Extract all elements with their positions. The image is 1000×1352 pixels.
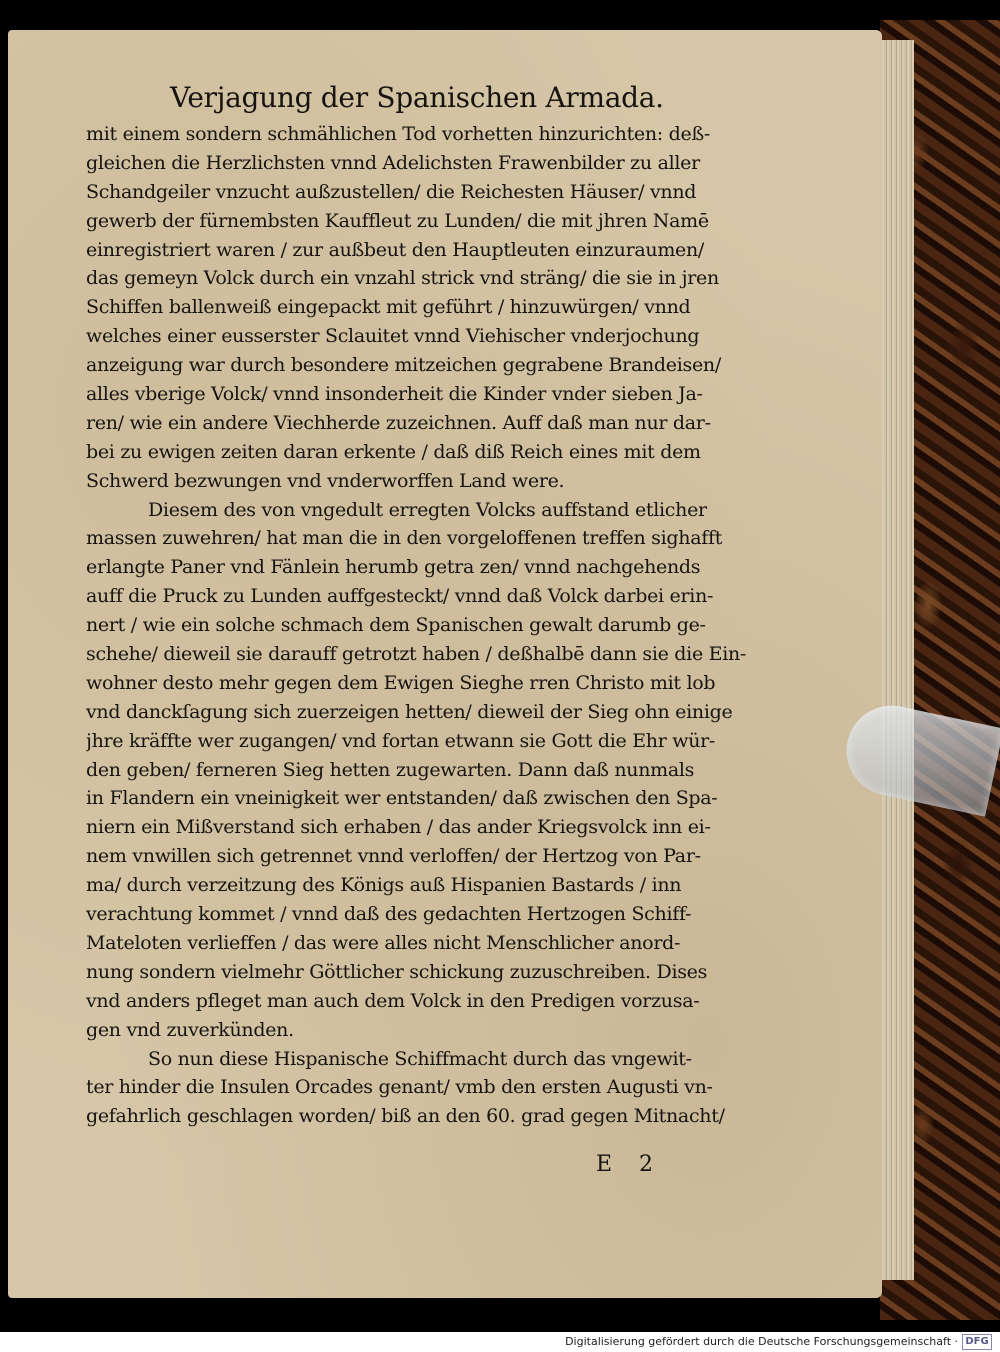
text-line: vnd anders pfleget man auch dem Volck in den Predigen vorzusa- (86, 989, 700, 1012)
text-line: in Flandern ein vneinigkeit wer entstanden/ daß zwischen den Spa- (86, 787, 718, 810)
text-line: verachtung kommet / vnnd daß des gedachten Hertzogen Schiff- (86, 903, 692, 926)
text-line: nert / wie ein solche schmach dem Spanischen gewalt darumb ge- (86, 614, 706, 637)
text-line: ma/ durch verzeitzung des Königs auß Hispanien Bastards / inn (86, 874, 682, 897)
text-line: erlangte Paner vnd Fänlein herumb getra zen/ vnnd nachgehends (86, 556, 701, 579)
text-line: gewerb der fürnembsten Kauffleut zu Lunden/ die mit jhren Namē (86, 209, 709, 232)
text-line: Mateloten verlieffen / das were alles nicht Menschlicher anord- (86, 931, 681, 954)
text-line: wohner desto mehr gegen dem Ewigen Sieghe rren Christo mit lob (86, 671, 716, 694)
text-line: gen vnd zuverkünden. (86, 1018, 294, 1041)
text-line: auff die Pruck zu Lunden auffgesteckt/ vnnd daß Volck darbei erin- (86, 585, 714, 608)
text-line: So nun diese Hispanische Schiffmacht durch das vngewit- (148, 1047, 692, 1070)
text-line: Schandgeiler vnzucht außzustellen/ die Reichesten Häuser/ vnnd (86, 180, 697, 203)
text-line: Diesem des von vngedult erregten Volcks auffstand etlicher (148, 498, 707, 521)
text-line: nem vnwillen sich getrennet vnnd verloffen/ der Hertzog von Par- (86, 845, 701, 868)
text-line: ter hinder die Insulen Orcades genant/ vmb den ersten Augusti vn- (86, 1076, 713, 1099)
footer-credit: Digitalisierung gefördert durch die Deutsche Forschungsgemeinschaft · (565, 1335, 958, 1348)
text-line: nung sondern vielmehr Göttlicher schickung zuzuschreiben. Dises (86, 960, 708, 983)
signature-mark: E 2 (596, 1152, 664, 1177)
text-line: Schwerd bezwungen vnd vnderworffen Land were. (86, 469, 565, 492)
dfg-logo-icon: DFG (962, 1334, 992, 1350)
text-line: alles vberige Volck/ vnnd insonderheit die Kinder vnder sieben Ja- (86, 383, 703, 406)
text-line: den geben/ ferneren Sieg hetten zugewarten. Dann daß nunmals (86, 758, 695, 781)
page-text (86, 78, 746, 1131)
running-head: Verjagung der Spanischen Armada. (170, 81, 664, 114)
footer-bar (0, 1332, 1000, 1352)
text-line: welches einer eusserster Sclauitet vnnd Viehischer vnderjochung (86, 325, 700, 348)
text-line: gefahrlich geschlagen worden/ biß an den 60. grad gegen Mitnacht/ (86, 1105, 725, 1128)
text-lines (86, 120, 746, 1131)
text-line: jhre kräffte wer zugangen/ vnd fortan etwann sie Gott die Ehr wür- (86, 729, 716, 752)
text-line: ren/ wie ein andere Viechherde zuzeichnen. Auff daß man nur dar- (86, 411, 711, 434)
text-line: Schiffen ballenweiß eingepackt mit geführt / hinzuwürgen/ vnnd (86, 296, 691, 319)
text-line: schehe/ dieweil sie darauff getrotzt haben / deßhalbē dann sie die Ein- (86, 643, 746, 666)
text-line: das gemeyn Volck durch ein vnzahl strick vnd sträng/ die sie in jren (86, 267, 719, 290)
text-line: anzeigung war durch besondere mitzeichen gegrabene Brandeisen/ (86, 354, 721, 377)
text-line: gleichen die Herzlichsten vnnd Adelichsten Frawenbilder zu aller (86, 151, 700, 174)
text-line: einregistriert waren / zur außbeut den Hauptleuten einzuraumen/ (86, 238, 705, 261)
text-line: massen zuwehren/ hat man die in den vorgeloffenen treffen sighafft (86, 527, 723, 550)
text-line: mit einem sondern schmählichen Tod vorhetten hinzurichten: deß- (86, 123, 710, 145)
text-line: bei zu ewigen zeiten daran erkente / daß diß Reich eines mit dem (86, 440, 701, 463)
text-line: niern ein Mißverstand sich erhaben / das ander Kriegsvolck inn ei- (86, 816, 711, 839)
text-line: vnd danckſagung sich zuerzeigen hetten/ dieweil der Sieg ohn einige (86, 700, 733, 723)
